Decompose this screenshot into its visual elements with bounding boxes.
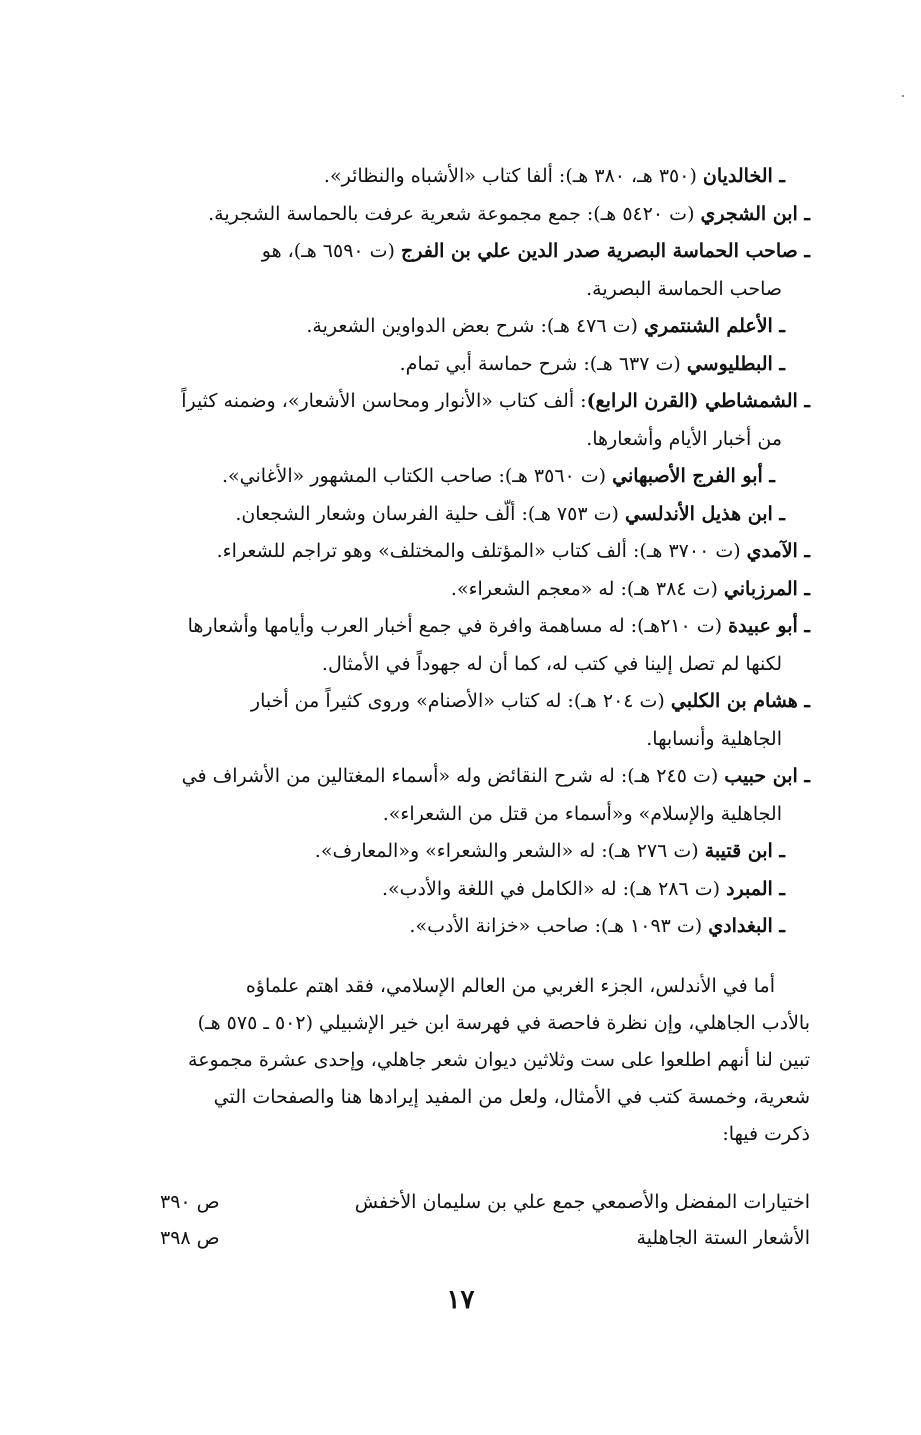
list-item-continuation [95,646,810,684]
entry-text: (ت ٣٧٠٠ هـ): ألف كتاب «المؤتلف والمختلف» وهو تراجم للشعراء. [216,540,747,562]
entry-text: (ت ٢٤٥ هـ): له شرح النقائض وله «أسماء المغتالين من الأشراف في [181,765,725,787]
entry-name: ـ ابن قتيبة [704,840,785,862]
list-item [95,608,810,646]
entry-text: (ت ٥٤٢٠ هـ): جمع مجموعة شعرية عرفت بالحماسة الشجرية. [208,202,701,225]
list-item [95,196,810,234]
entry-text: (ت ٢٠٤ هـ): له كتاب «الأصنام» وروى كثيراً من أخبار [250,690,671,712]
entry-text: لكنها لم تصل إلينا في كتب له، كما أن له جهوداً في الأمثال. [321,652,782,675]
list-item [95,908,810,946]
paragraph-line: تبين لنا أنهم اطلعوا على ست وثلاثين ديوان شعر جاهلي، وإحدى عشرة مجموعة [188,1049,810,1071]
list-item [95,683,810,721]
entry-name: ـ أبو عبيدة [728,615,810,637]
list-item [95,458,810,496]
list-item [95,496,810,534]
entry-text: (ت ٧٥٣ هـ): ألّف حلية الفرسان وشعار الشجعان. [235,502,625,525]
entry-text: (ت ٦٥٩٠ هـ)، هو [261,240,402,262]
entry-name: ـ البغدادي [708,915,785,937]
entry-text: الجاهلية وأنسابها. [646,727,782,750]
entry-name: ـ أبو الفرج الأصبهاني [612,465,775,487]
list-item [95,308,810,346]
list-item [95,758,810,796]
entry-name: ـ ابن هذيل الأندلسي [624,502,785,525]
entry-text: (ت ٢٧٦ هـ): له «الشعر والشعراء» و«المعارف». [314,840,705,862]
entry-name: ـ المبرد [726,877,785,900]
entry-text: من أخبار الأيام وأشعارها. [586,427,782,450]
page-number: ١٧ [446,1285,475,1315]
paragraph-line: شعرية، وخمسة كتب في الأمثال، ولعل من المفيد إيرادها هنا والصفحات التي [213,1086,810,1108]
entry-name: ـ هشام بن الكلبي [670,690,810,712]
entry-text: (ت ٢٨٦ هـ): له «الكامل في اللغة والأدب». [381,877,727,900]
list-item [95,233,810,271]
entry-text: (ت ٣٨٤ هـ): له «معجم الشعراء». [450,577,724,600]
entry-name: ـ الآمدي [746,540,810,562]
margin-mark [902,95,904,97]
reference-row [160,1184,810,1220]
list-item [95,346,810,384]
entry-name: ـ الأعلم الشنتمري [643,315,785,337]
entry-name: ـ المرزباني [723,577,810,600]
entry-text: الجاهلية والإسلام» و«أسماء من قتل من الشعراء». [382,802,782,825]
paragraph-line: أما في الأندلس، الجزء الغربي من العالم الإسلامي، فقد اهتم علماؤه [245,975,775,997]
andalus-paragraph [95,968,810,1153]
list-item-continuation [95,271,810,309]
list-item-continuation [95,721,810,759]
list-item [95,383,810,421]
entry-name: ـ الشمشاطي (القرن الرابع) [586,390,810,412]
entry-name: ـ البطليوسي [686,352,785,375]
entry-text: (ت ١٠٩٣ هـ): صاحب «خزانة الأدب». [409,915,709,937]
references-list [160,1184,810,1256]
entry-name: ـ ابن حبيب [724,765,810,787]
scholars-list [95,158,810,946]
list-item [95,158,810,196]
list-item [95,871,810,909]
reference-page: ص ٣٩٠ [160,1191,220,1213]
entry-text: : ألف كتاب «الأنوار ومحاسن الأشعار»، وضمنه كثيراً [181,390,587,412]
entry-text: (ت ٦٣٧ هـ): شرح حماسة أبي تمام. [399,352,687,375]
list-item [95,571,810,609]
list-item-continuation [95,796,810,834]
reference-title: الأشعار الستة الجاهلية [636,1227,810,1249]
list-item-continuation [95,421,810,459]
list-item [95,533,810,571]
paragraph-line: بالأدب الجاهلي، وإن نظرة فاحصة في فهرسة ابن خير الإشبيلي (٥٠٢ ـ ٥٧٥ هـ) [197,1012,810,1034]
entry-name: ـ صاحب الحماسة البصرية صدر الدين علي بن الفرج [401,240,810,262]
entry-text: (ت ٣٥٦٠ هـ): صاحب الكتاب المشهور «الأغاني». [222,465,613,487]
paragraph-line: ذكرت فيها: [722,1123,810,1145]
entry-text: (٣٥٠ هـ، ٣٨٠ هـ): ألفا كتاب «الأشباه والنظائر». [323,165,703,187]
entry-text: (ت ٢١٠هـ): له مساهمة وافرة في جمع أخبار العرب وأيامها وأشعارها [187,615,729,637]
entry-name: ـ ابن الشجري [700,202,810,225]
list-item [95,833,810,871]
entry-text: (ت ٤٧٦ هـ): شرح بعض الدواوين الشعرية. [306,315,644,337]
reference-row [160,1220,810,1256]
reference-page: ص ٣٩٨ [160,1227,220,1249]
reference-title: اختيارات المفضل والأصمعي جمع علي بن سليمان الأخفش [354,1191,810,1213]
entry-name: ـ الخالديان [702,165,785,187]
entry-text: صاحب الحماسة البصرية. [586,277,782,300]
